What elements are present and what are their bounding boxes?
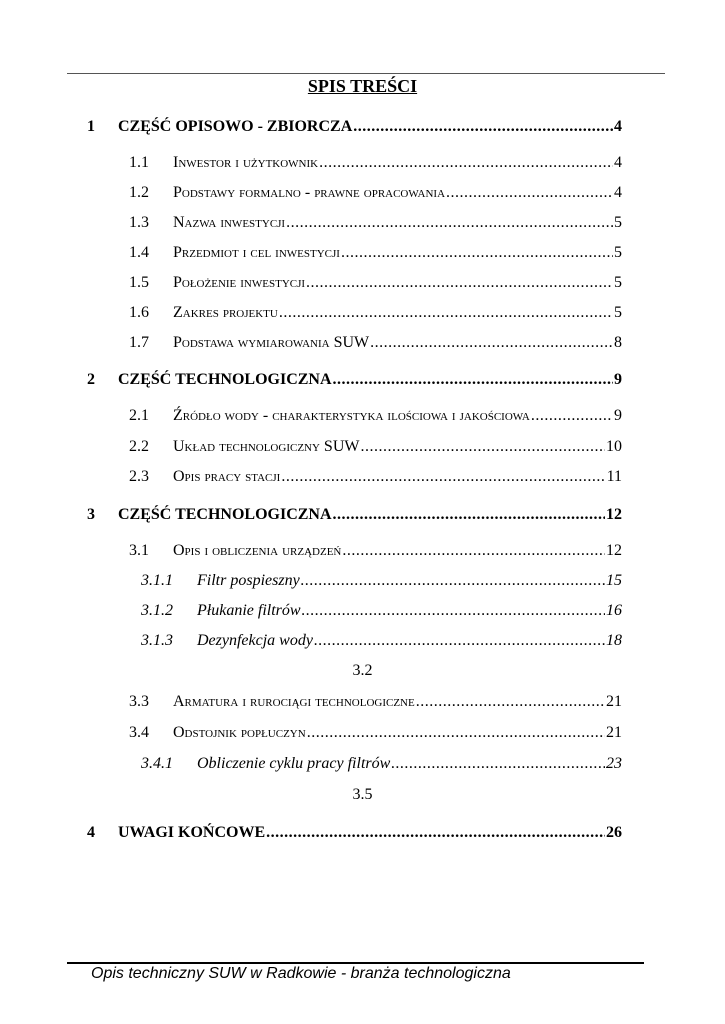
toc-entry-label: Nazwa inwestycji [173, 214, 286, 231]
toc-entry-label: Inwestor i użytkownik [173, 154, 319, 171]
toc-entry-label: UWAGI KOŃCOWE [118, 824, 266, 841]
toc-entry-page: 12 [606, 506, 622, 523]
toc-entry-number: 1.3 [129, 214, 149, 231]
toc-entry[interactable] [0, 600, 725, 622]
toc-entry-page: 4 [614, 154, 622, 171]
dot-leader [391, 753, 605, 775]
toc-entry-label: CZĘŚĆ TECHNOLOGICZNA [118, 506, 332, 523]
dot-leader [314, 630, 605, 652]
dot-leader [266, 822, 605, 844]
toc-entry-label: Układ technologiczny SUW [173, 438, 360, 455]
toc-entry-label: Opis i obliczenia urządzeń [173, 542, 342, 559]
toc-entry-label: Położenie inwestycji [173, 274, 306, 291]
toc-entry-number: 3 [87, 506, 95, 523]
toc-entry[interactable] [0, 822, 725, 844]
dot-leader [286, 212, 613, 234]
dot-leader [341, 242, 613, 264]
dot-leader [360, 436, 605, 458]
dot-leader [319, 152, 613, 174]
toc-entry[interactable] [0, 212, 725, 234]
toc-entry[interactable] [0, 570, 725, 592]
toc-entry-page: 21 [606, 693, 622, 710]
toc-entry-page: 4 [614, 118, 622, 135]
toc-entry-number: 1.7 [129, 334, 149, 351]
toc-entry-label: Opis pracy stacji [173, 468, 281, 485]
toc-entry-page: 26 [606, 824, 622, 841]
toc-entry[interactable] [0, 436, 725, 458]
toc-entry-label: Obliczenie cyklu pracy filtrów [197, 755, 391, 772]
toc-entry-number: 2.2 [129, 438, 149, 455]
dot-leader [279, 302, 613, 324]
toc-entry[interactable] [0, 116, 725, 138]
toc-entry-label: Armatura i rurociągi technologiczne [173, 693, 415, 710]
dot-leader [302, 600, 605, 622]
toc-entry-page: 15 [606, 572, 622, 589]
toc-entry-number: 2.3 [129, 468, 149, 485]
dot-leader [342, 540, 605, 562]
dot-leader [446, 182, 613, 204]
dot-leader [416, 691, 605, 713]
toc-entry-number: 1.5 [129, 274, 149, 291]
toc-entry-page: 5 [614, 244, 622, 261]
toc-entry[interactable] [0, 540, 725, 562]
toc-entry[interactable] [0, 753, 725, 775]
toc-entry-number: 2.1 [129, 407, 149, 424]
toc-orphan-number: 3.2 [352, 662, 373, 679]
dot-leader [306, 272, 613, 294]
toc-entry-label: Źródło wody - charakterystyka ilościowa i jakościowa [173, 407, 530, 424]
toc-entry-label: Podstawy formalno - prawne opracowania [173, 184, 446, 201]
dot-leader [353, 116, 613, 138]
toc-entry-page: 11 [606, 468, 622, 485]
toc-entry-page: 5 [614, 304, 622, 321]
toc-entry-page: 5 [614, 274, 622, 291]
toc-entry-number: 1.2 [129, 184, 149, 201]
toc-entry-page: 4 [614, 184, 622, 201]
dot-leader [333, 504, 605, 526]
toc-entry[interactable] [0, 466, 725, 488]
toc-entry-number: 3.1.3 [141, 632, 173, 649]
toc-entry-number: 3.4.1 [141, 755, 173, 772]
toc-entry-label: Przedmiot i cel inwestycji [173, 244, 340, 261]
toc-entry-label: Zakres projektu [173, 304, 278, 321]
toc-entry-page: 21 [606, 724, 622, 741]
toc-entry-page: 18 [606, 632, 622, 649]
toc-orphan-number: 3.5 [352, 786, 373, 803]
dot-leader [281, 466, 605, 488]
toc-entry-label: CZĘŚĆ OPISOWO - ZBIORCZA [118, 118, 353, 135]
toc-entry[interactable] [0, 272, 725, 294]
toc-entry[interactable] [0, 405, 725, 427]
toc-entry[interactable] [0, 691, 725, 713]
toc-entry-page: 10 [606, 438, 622, 455]
toc-entry-number: 2 [87, 371, 95, 388]
dot-leader [301, 570, 605, 592]
toc-entry-label: CZĘŚĆ TECHNOLOGICZNA [118, 371, 332, 388]
toc-entry-number: 3.4 [129, 724, 149, 741]
toc-entry-number: 3.1.1 [141, 572, 173, 589]
toc-entry-label: Odstojnik popłuczyn [173, 724, 306, 741]
toc-entry[interactable] [0, 182, 725, 204]
toc-entry[interactable] [0, 302, 725, 324]
toc-entry[interactable] [0, 504, 725, 526]
toc-entry-label: Płukanie filtrów [197, 602, 301, 619]
toc-entry-label: Filtr pospieszny [197, 572, 300, 589]
toc-entry-label: Dezynfekcja wody [197, 632, 313, 649]
toc-entry-page: 8 [614, 334, 622, 351]
page-title: SPIS TREŚCI [307, 76, 418, 96]
dot-leader [333, 369, 613, 391]
toc-entry-label: Podstawa wymiarowania SUW [173, 334, 370, 351]
toc-entry-number: 1 [87, 118, 95, 135]
toc-entry-number: 3.1 [129, 542, 149, 559]
toc-entry-page: 5 [614, 214, 622, 231]
toc-entry-page: 12 [606, 542, 622, 559]
toc-entry-number: 4 [87, 824, 95, 841]
page-footer: Opis techniczny SUW w Radkowie - branża technologiczna [91, 965, 511, 982]
toc-entry-number: 3.3 [129, 693, 149, 710]
dot-leader [307, 722, 605, 744]
toc-entry-number: 3.1.2 [141, 602, 173, 619]
toc-entry-page: 9 [614, 407, 622, 424]
toc-entry[interactable] [0, 332, 725, 354]
toc-entry-page: 16 [606, 602, 622, 619]
toc-entry[interactable] [0, 722, 725, 744]
dot-leader [531, 405, 613, 427]
toc-entry[interactable] [0, 369, 725, 391]
toc-entry-page: 23 [606, 755, 622, 772]
toc-entry-number: 1.6 [129, 304, 149, 321]
toc-entry-number: 1.4 [129, 244, 149, 261]
toc-entry[interactable] [0, 242, 725, 264]
dot-leader [370, 332, 613, 354]
toc-entry[interactable] [0, 152, 725, 174]
toc-entry-number: 1.1 [129, 154, 149, 171]
toc-entry[interactable] [0, 630, 725, 652]
toc-entry-page: 9 [614, 371, 622, 388]
